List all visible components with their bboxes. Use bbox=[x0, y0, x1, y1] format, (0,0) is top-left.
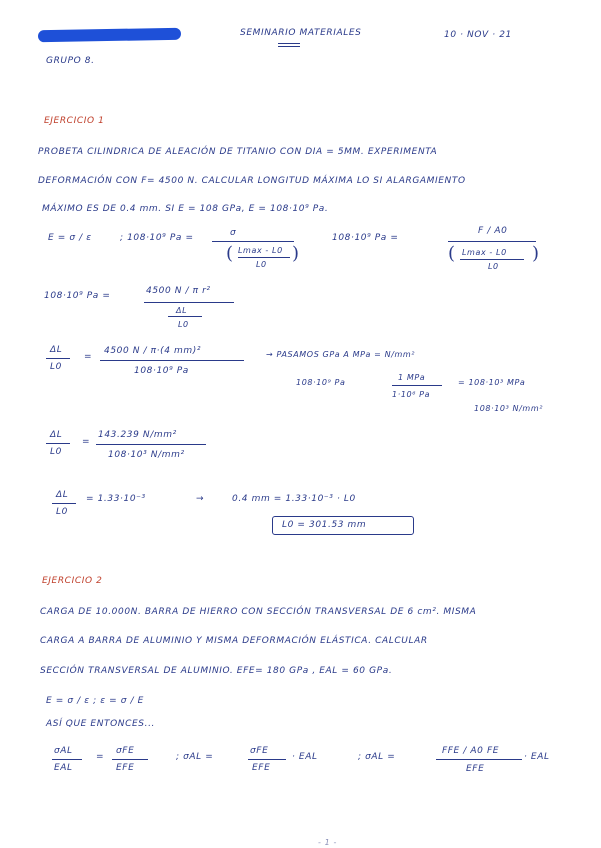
fraction-numerator: FFE / A0 FE bbox=[442, 746, 500, 756]
fraction-denominator: 108·10³ N/mm² bbox=[108, 450, 185, 460]
fraction-bar bbox=[238, 257, 290, 258]
group-label: GRUPO 8. bbox=[46, 56, 95, 66]
conversion-text: 108·10⁹ Pa bbox=[296, 378, 346, 387]
fraction-numerator: 4500 N / π·(4 mm)² bbox=[104, 346, 202, 356]
title-underline bbox=[278, 43, 300, 44]
equation-step: 0.4 mm = 1.33·10⁻³ · L0 bbox=[232, 494, 356, 504]
conversion-note: → PASAMOS GPa A MPa = N/mm² bbox=[266, 350, 416, 359]
equation-text: 108·10⁹ Pa = bbox=[332, 233, 399, 243]
title-underline bbox=[278, 46, 300, 47]
fraction-bar bbox=[448, 241, 536, 242]
fraction-bar bbox=[46, 443, 70, 444]
exercise2-line: SECCIÓN TRANSVERSAL DE ALUMINIO. EFE= 180 GPa , EAL = 60 GPa. bbox=[40, 666, 393, 676]
fraction-numerator: ΔL bbox=[56, 490, 69, 500]
note-text: ASÍ QUE ENTONCES... bbox=[46, 719, 156, 729]
fraction-denominator: Lmax - L0 bbox=[238, 246, 283, 255]
fraction-bar bbox=[52, 503, 76, 504]
fraction-denominator: L0 bbox=[50, 362, 62, 372]
fraction-numerator: 1 MPa bbox=[398, 373, 426, 382]
equation-text: ; 108·10⁹ Pa = bbox=[120, 233, 194, 243]
fraction-denominator: 1·10⁶ Pa bbox=[392, 390, 431, 399]
exercise1-line: MÁXIMO ES DE 0.4 mm. SI E = 108 GPa, E = 108·10⁹ Pa. bbox=[42, 204, 329, 214]
fraction-bar bbox=[212, 241, 294, 242]
fraction-denominator: EFE bbox=[466, 764, 485, 774]
fraction-bar bbox=[144, 302, 234, 303]
conversion-result: 108·10³ N/mm² bbox=[474, 404, 544, 413]
fraction-bar bbox=[100, 360, 244, 361]
page-title: SEMINARIO MATERIALES bbox=[240, 28, 362, 38]
fraction-bar bbox=[168, 316, 202, 317]
fraction-denominator: EFE bbox=[252, 763, 271, 773]
fraction-bar bbox=[248, 759, 286, 760]
fraction-denominator: L0 bbox=[256, 260, 267, 269]
fraction-numerator: ΔL bbox=[50, 430, 63, 440]
fraction-denominator: L0 bbox=[488, 262, 499, 271]
fraction-numerator: σAL bbox=[54, 746, 73, 756]
conversion-result: = 108·10³ MPa bbox=[458, 378, 526, 387]
fraction-numerator: ΔL bbox=[50, 345, 63, 355]
date: 10 · NOV · 21 bbox=[444, 30, 512, 40]
equation-value: = 1.33·10⁻³ bbox=[86, 494, 146, 504]
fraction-denominator: Lmax - L0 bbox=[462, 248, 507, 257]
fraction-bar bbox=[460, 259, 524, 260]
fraction-denominator: ΔL bbox=[176, 306, 188, 315]
redacted-name bbox=[38, 28, 181, 42]
fraction-bar bbox=[96, 444, 206, 445]
fraction-numerator: σFE bbox=[116, 746, 135, 756]
exercise1-heading: EJERCICIO 1 bbox=[44, 116, 105, 126]
fraction-bar bbox=[46, 358, 70, 359]
fraction-bar bbox=[52, 759, 82, 760]
exercise1-line: PROBETA CILINDRICA DE ALEACIÓN DE TITANIO CON DIA = 5MM. EXPERIMENTA bbox=[38, 147, 438, 157]
fraction-denominator: EAL bbox=[54, 763, 73, 773]
equation-text: · EAL bbox=[524, 752, 550, 762]
equation-lhs: E = σ / ε bbox=[48, 233, 92, 243]
equation-lhs: 108·10⁹ Pa = bbox=[44, 291, 111, 301]
fraction-denominator: L0 bbox=[50, 447, 62, 457]
exercise2-heading: EJERCICIO 2 bbox=[42, 576, 103, 586]
fraction-denominator: EFE bbox=[116, 763, 135, 773]
notebook-page: SEMINARIO MATERIALES 10 · NOV · 21 GRUPO 8. EJERCICIO 1 PROBETA CILINDRICA DE ALEACIÓN DE TITANIO CON DIA = 5MM. EXPERIMENTA DEFORMACIÓN CON F= 4500 N. CALCULAR LONGITUD MÁXIMA LO SI ALARGAMIENTO MÁXIMO ES DE 0.4 mm. SI E = 108 GPa, E = 108·10⁹ Pa. E = σ / ε ; 108·10⁹ Pa = σ ( Lmax - L0 L0 ) 108·10⁹ Pa = F / A0 ( Lmax - L0 L0 ) 108·10⁹ Pa = 4500 N / π r² ΔL L0 ΔL L0 = 4500 N / π·(4 mm)² 108·10⁹ Pa → PASAMOS GPa A MPa = N/mm² 108·10⁹ Pa 1 MPa 1·10⁶ Pa = 108·10³ MPa 108·10³ N/mm² ΔL L0 = 143.239 N/mm² 108·10³ N/mm² ΔL L0 = 1.33·10⁻³ → 0.4 mm = 1.33·10⁻³ · L0 L0 = 301.53 mm EJERCICIO 2 CARGA DE 10.000N. BARRA DE HIERRO CON SECCIÓN TRANSVERSAL DE 6 cm². MISMA CARGA A BARRA DE ALUMINIO Y MISMA DEFORMACIÓN ELÁSTICA. CALCULAR SECCIÓN TRANSVERSAL DE ALUMINIO. EFE= 180 GPa , EAL = 60 GPa. E = σ / ε ; ε = σ / E ASÍ QUE ENTONCES... σAL EAL = σFE EFE ; σAL = σFE EFE · EAL ; σAL = FFE / A0 FE EFE · EAL - 1 - bbox=[38, 28, 550, 847]
exercise2-line: CARGA A BARRA DE ALUMINIO Y MISMA DEFORMACIÓN ELÁSTICA. CALCULAR bbox=[40, 636, 428, 646]
fraction-denominator: 108·10⁹ Pa bbox=[134, 366, 189, 376]
equation-line: E = σ / ε ; ε = σ / E bbox=[46, 696, 144, 706]
equation-text: ; σAL = bbox=[176, 752, 214, 762]
fraction-bar bbox=[112, 759, 148, 760]
fraction-bar bbox=[392, 385, 442, 386]
equation-text: · EAL bbox=[292, 752, 318, 762]
result-text: L0 = 301.53 mm bbox=[282, 520, 367, 530]
exercise2-line: CARGA DE 10.000N. BARRA DE HIERRO CON SECCIÓN TRANSVERSAL DE 6 cm². MISMA bbox=[40, 607, 477, 617]
page-mark: - 1 - bbox=[318, 838, 337, 847]
equation-text: ; σAL = bbox=[358, 752, 396, 762]
fraction-denominator: L0 bbox=[56, 507, 68, 517]
fraction-denominator: L0 bbox=[178, 320, 189, 329]
fraction-bar bbox=[436, 759, 522, 760]
fraction-numerator: σ bbox=[230, 228, 237, 238]
exercise1-line: DEFORMACIÓN CON F= 4500 N. CALCULAR LONGITUD MÁXIMA LO SI ALARGAMIENTO bbox=[38, 176, 466, 186]
fraction-numerator: 4500 N / π r² bbox=[146, 286, 211, 296]
fraction-numerator: F / A0 bbox=[478, 226, 508, 236]
fraction-numerator: 143.239 N/mm² bbox=[98, 430, 177, 440]
fraction-numerator: σFE bbox=[250, 746, 269, 756]
